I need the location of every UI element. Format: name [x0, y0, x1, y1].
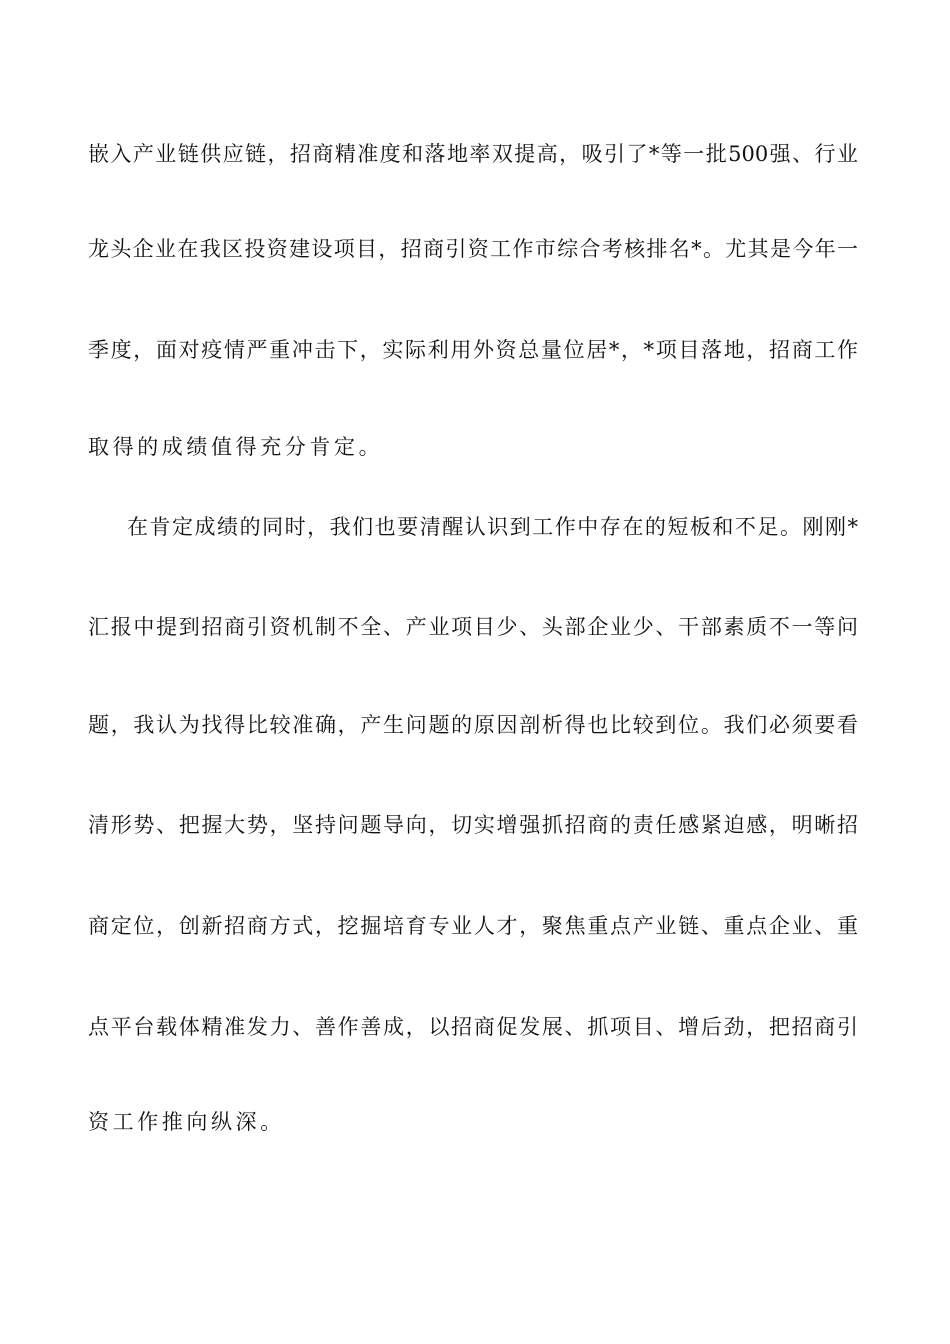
paragraph-line: 取得的成绩值得充分肯定。: [88, 435, 384, 459]
paragraph-line: 季度，面对疫情严重冲击下，实际利用外资总量位居*，*项目落地，招商工作: [88, 338, 858, 362]
paragraph-line: 嵌入产业链供应链，招商精准度和落地率双提高，吸引了*等一批500强、行业: [88, 142, 858, 166]
paragraph-line: 商定位，创新招商方式，挖掘培育专业人才，聚焦重点产业链、重点企业、重: [88, 914, 858, 938]
paragraph-line: 点平台载体精准发力、善作善成，以招商促发展、抓项目、增后劲，把招商引: [88, 1015, 858, 1039]
paragraph-line: 汇报中提到招商引资机制不全、产业项目少、头部企业少、干部素质不一等问: [88, 615, 858, 639]
paragraph-line: 清形势、把握大势，坚持问题导向，切实增强抓招商的责任感紧迫感，明晰招: [88, 813, 858, 837]
paragraph-line: 资工作推向纵深。: [88, 1110, 285, 1134]
paragraph-line: 在肯定成绩的同时，我们也要清醒认识到工作中存在的短板和不足。刚刚*: [127, 515, 858, 539]
paragraph-line: 题，我认为找得比较准确，产生问题的原因剖析得也比较到位。我们必须要看: [88, 713, 858, 737]
paragraph-line: 龙头企业在我区投资建设项目，招商引资工作市综合考核排名*。尤其是今年一: [88, 237, 858, 261]
